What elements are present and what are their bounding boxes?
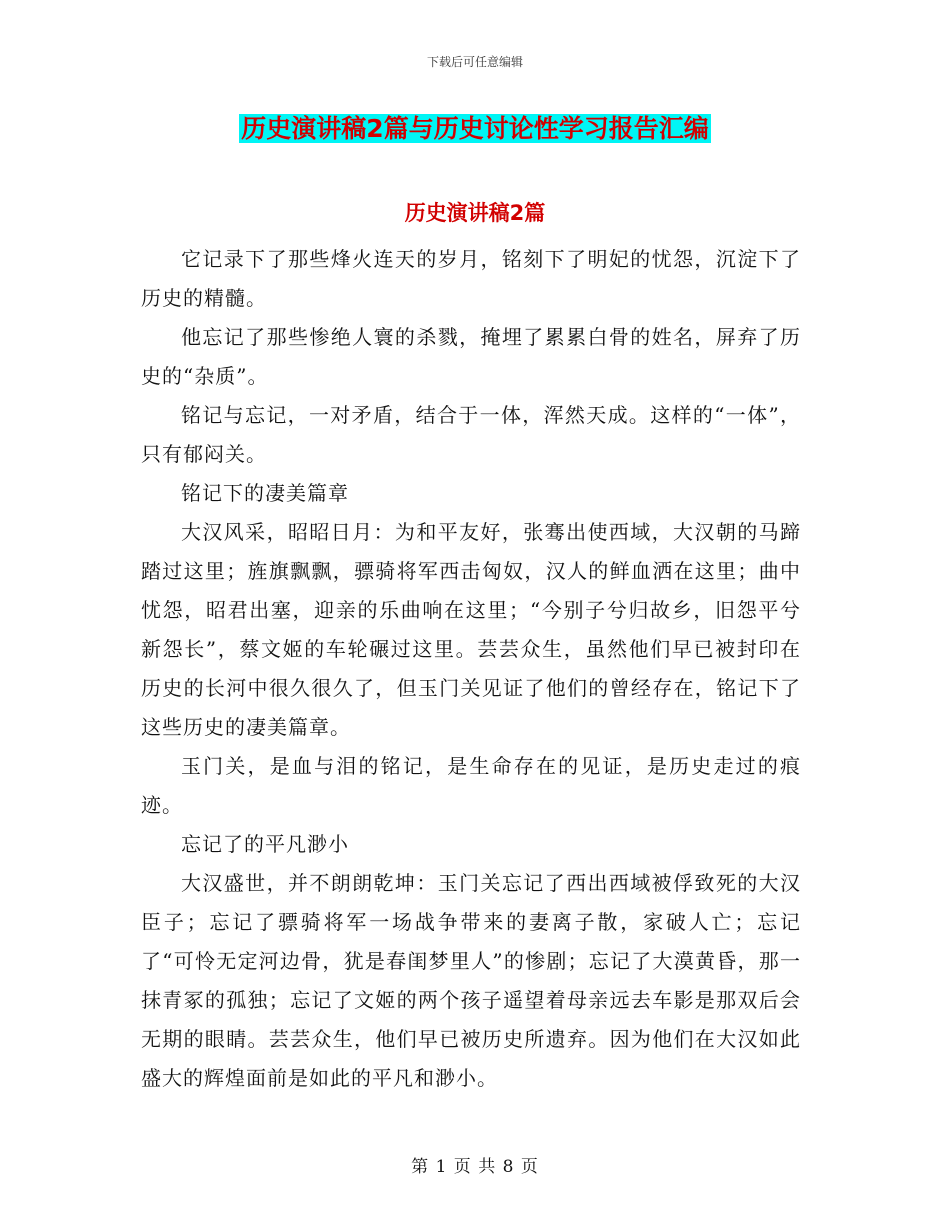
document-title [0, 112, 950, 146]
paragraph: 铭记与忘记，一对矛盾，结合于一体，浑然天成。这样的“一体”，只有郁闷关。 [141, 403, 801, 466]
paragraph: 它记录下了那些烽火连天的岁月，铭刻下了明妃的忧怨，沉淀下了历史的精髓。 [141, 247, 801, 310]
paragraph: 玉门关，是血与泪的铭记，是生命存在的见证，是历史走过的痕迹。 [141, 754, 801, 817]
document-title-text: 历史演讲稿2篇与历史讨论性学习报告汇编 [241, 114, 709, 143]
paragraph: 大汉风采，昭昭日月：为和平友好，张骞出使西域，大汉朝的马蹄踏过这里；旌旗飘飘，骠骑将军西击匈奴，汉人的鲜血洒在这里；曲中忧怨，昭君出塞，迎亲的乐曲响在这里；“今别子兮归故乡，旧怨平兮新怨长”，蔡文姬的车轮碾过这里。芸芸众生，虽然他们早已被封印在历史的长河中很久很久了，但玉门关见证了他们的曾经存在，铭记下了这些历史的凄美篇章。 [141, 520, 801, 739]
paragraph: 他忘记了那些惨绝人寰的杀戮，掩埋了累累白骨的姓名，屏弃了历史的“杂质”。 [141, 325, 801, 388]
subheading: 忘记了的平凡渺小 [181, 832, 349, 856]
paragraph: 大汉盛世，并不朗朗乾坤：玉门关忘记了西出西域被俘致死的大汉臣子；忘记了骠骑将军一场战争带来的妻离子散，家破人亡；忘记了“可怜无定河边骨，犹是春闺梦里人”的惨剧；忘记了大漠黄昏，那一抹青冢的孤独；忘记了文姬的两个孩子遥望着母亲远去车影是那双后会无期的眼睛。芸芸众生，他们早已被历史所遗弃。因为他们在大汉如此盛大的辉煌面前是如此的平凡和渺小。 [141, 871, 801, 1090]
header-note: 下载后可任意编辑 [426, 55, 523, 69]
subheading: 铭记下的凄美篇章 [181, 481, 349, 505]
page-indicator: 第 1 页 共 8 页 [411, 1157, 539, 1177]
section-title: 历史演讲稿2篇 [404, 201, 546, 225]
document-body [141, 240, 801, 1098]
